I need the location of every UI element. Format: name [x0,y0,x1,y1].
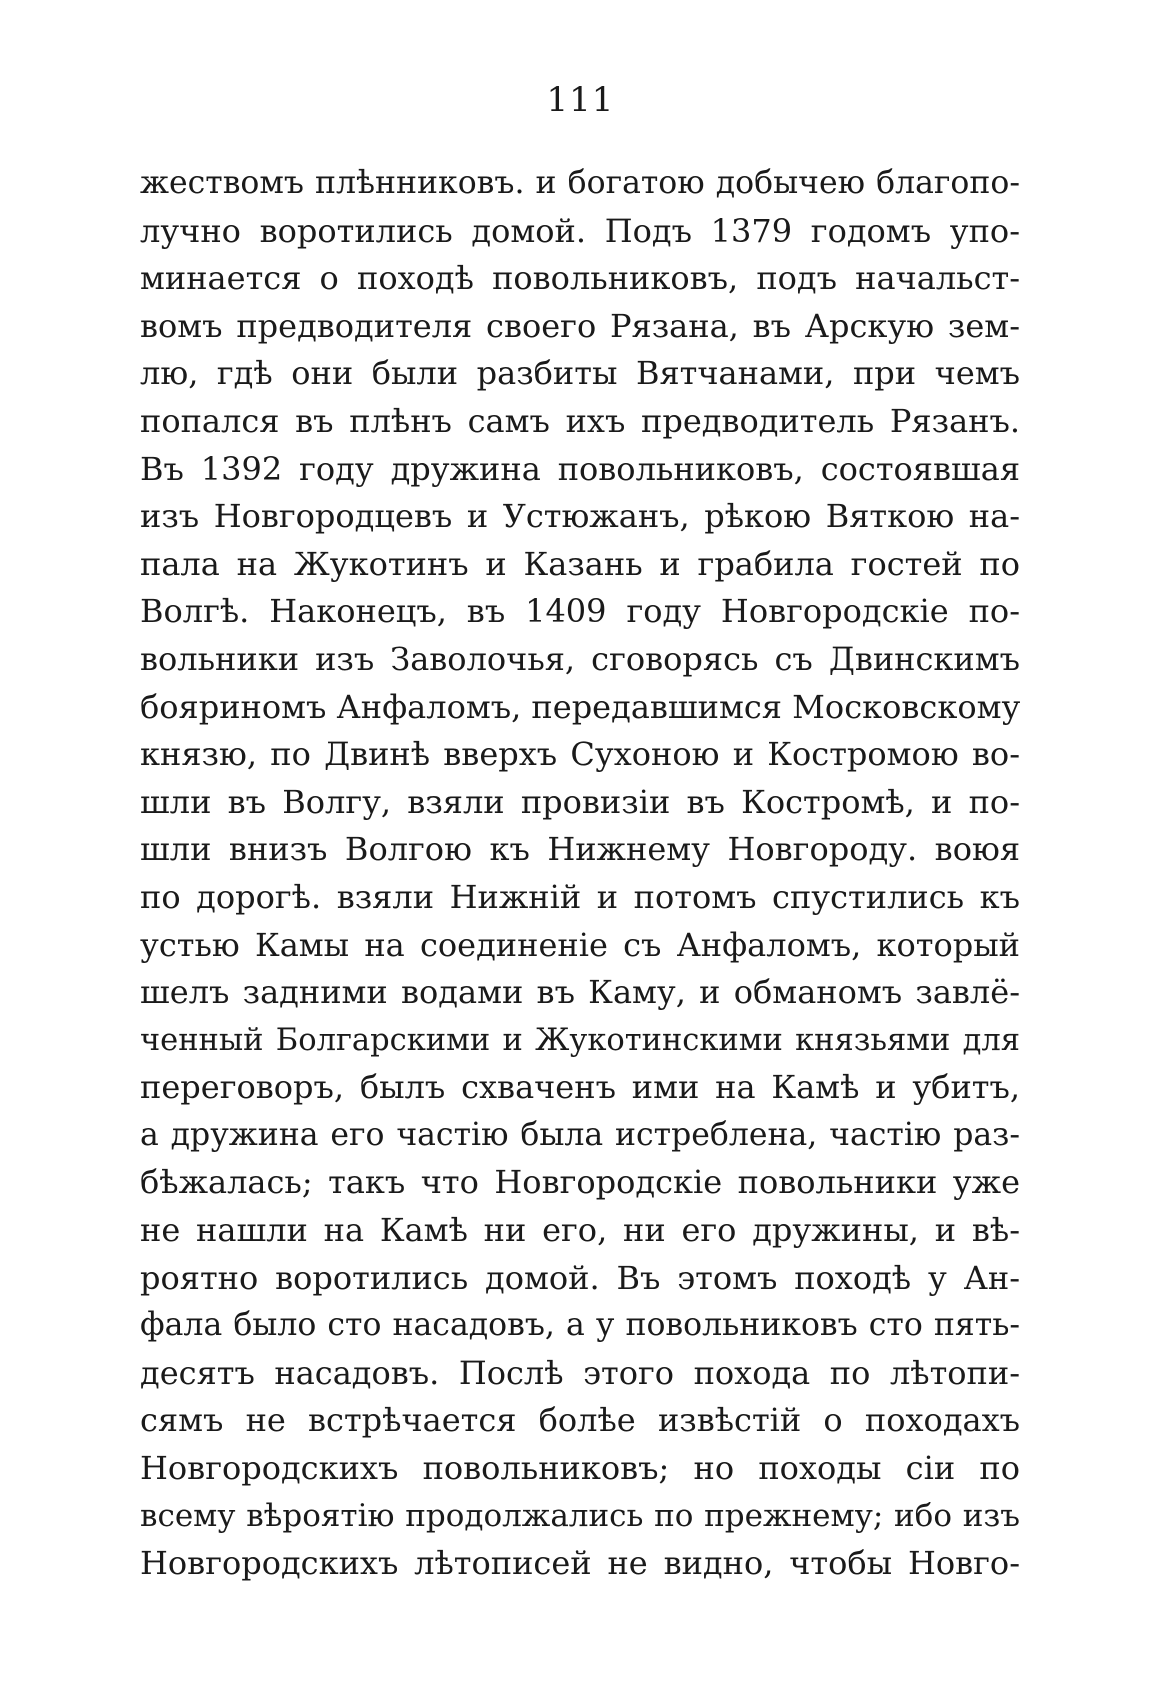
text-line-17: устью Камы на соединеніе съ Анфаломъ, который [140,925,1020,964]
text-line-7: Въ 1392 году дружина повольниковъ, состоявшая [140,449,1020,488]
text-line-11: вольники изъ Заволочья, сговорясь съ Двинскимъ [140,639,1020,678]
text-line-28: Новгородскихъ повольниковъ; но походы сіи по [140,1449,1020,1488]
text-line-6: попался въ плѣнъ самъ ихъ предводитель Рязанъ. [140,401,1020,440]
text-line-29: всему вѣроятію продолжались по прежнему; ибо изъ [140,1497,1020,1534]
text-line-10: Волгѣ. Наконецъ, въ 1409 году Новгородскіе по- [140,592,1020,631]
text-line-30: Новгородскихъ лѣтописей не видно, чтобы Новго- [140,1544,1020,1583]
text-line-23: не нашли на Камѣ ни его, ни его дружины, и вѣ- [140,1211,1020,1250]
text-line-4: вомъ предводителя своего Рязана, въ Арскую зем- [140,306,1020,345]
text-line-2: лучно воротились домой. Подъ 1379 годомъ упо- [140,211,1020,250]
text-line-5: лю, гдѣ они были разбиты Вятчанами, при чемъ [140,354,1020,393]
text-line-26: десятъ насадовъ. Послѣ этого похода по лѣтопи- [140,1353,1020,1392]
page-number: 111 [546,80,615,120]
text-line-12: бояриномъ Анфаломъ, передавшимся Московскому [140,687,1021,726]
text-line-13: князю, по Двинѣ вверхъ Сухоною и Костромою во- [140,735,1020,774]
text-line-25: фала было сто насадовъ, а у повольниковъ сто пять- [140,1307,1020,1344]
text-line-15: шли внизъ Волгою къ Нижнему Новгороду. воюя [140,830,1020,869]
text-line-22: бѣжалась; такъ что Новгородскіе повольники уже [140,1163,1020,1202]
text-line-16: по дорогѣ. взяли Нижній и потомъ спустились къ [140,877,1020,916]
text-line-27: сямъ не встрѣчается болѣе извѣстій о походахъ [140,1401,1020,1440]
text-line-1: жествомъ плѣнниковъ. и богатою добычею благопо- [140,165,1020,201]
text-line-3: минается о походѣ повольниковъ, подъ начальст- [140,259,1020,298]
text-line-20: переговоръ, былъ схваченъ ими на Камѣ и убитъ, [140,1068,1020,1107]
text-line-8: изъ Новгородцевъ и Устюжанъ, рѣкою Вяткою на- [140,497,1020,536]
body-text [140,160,1020,1588]
text-line-14: шли въ Волгу, взяли провизіи въ Костромѣ, и по- [140,782,1020,821]
text-line-9: пала на Жукотинъ и Казань и грабила гостей по [140,544,1020,583]
text-line-21: а дружина его частію была истреблена, частію раз- [140,1116,1020,1153]
text-line-19: ченный Болгарскими и Жукотинскими князьями для [140,1022,1020,1058]
text-line-18: шелъ задними водами въ Каму, и обманомъ завлё- [140,973,1020,1012]
text-line-24: роятно воротились домой. Въ этомъ походѣ у Ан- [140,1258,1020,1297]
